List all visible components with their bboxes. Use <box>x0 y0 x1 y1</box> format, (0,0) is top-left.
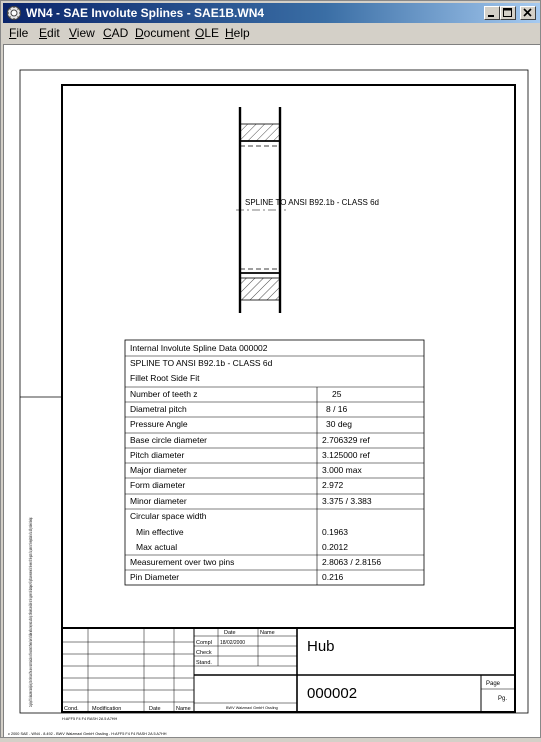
row-value: 3.125000 ref <box>322 450 370 460</box>
stand-label: Stand. <box>196 660 212 666</box>
compl-label: Compl <box>196 640 212 646</box>
menu-edit[interactable]: Edit <box>39 26 60 40</box>
upper-hatched-section <box>240 124 280 141</box>
row-label: Base circle diameter <box>130 435 208 445</box>
company-name: BWV Walzmaxl GmbH Ossling <box>226 706 278 710</box>
row-label: Diametral pitch <box>130 404 187 414</box>
row-label: Measurement over two pins <box>130 557 235 567</box>
rev-header-date: Date <box>149 706 161 712</box>
menu-cad[interactable]: CAD <box>103 26 129 40</box>
table-fit: Fillet Root Side Fit <box>130 373 200 383</box>
maximize-button[interactable] <box>500 6 516 20</box>
row-value: 3.000 max <box>322 465 362 475</box>
sheet-outer-frame <box>20 70 528 713</box>
title-block <box>62 628 515 712</box>
min-effective-label: Min effective <box>136 527 184 537</box>
close-icon <box>523 8 533 18</box>
rev-header-name: Name <box>176 706 191 712</box>
row-label: Major diameter <box>130 465 187 475</box>
min-effective-value: 0.1963 <box>322 527 348 537</box>
copyright-note: Copying of this document and giving it to others and the use or communication of the contents thereof are forbidden without express authority. Offenders are liable to the payment of damages. All rights are reserved in the event of the grant of a patent or the registration of a utility model or design. <box>28 108 33 707</box>
menu-view[interactable]: View <box>69 26 95 40</box>
drawing-sheet[interactable] <box>4 45 539 737</box>
row-value: 2.8063 / 2.8156 <box>322 557 382 567</box>
row-value: 2.972 <box>322 480 344 490</box>
circular-label: Circular space width <box>130 511 207 521</box>
spline-label: SPLINE TO ANSI B92.1b - CLASS 6d <box>245 198 379 207</box>
lower-hatched-section <box>240 278 280 300</box>
row-value: 0.216 <box>322 572 344 582</box>
document-area[interactable] <box>3 44 540 737</box>
max-actual-value: 0.2012 <box>322 542 348 552</box>
name-header: Name <box>260 630 275 636</box>
row-value: 3.375 / 3.383 <box>322 496 372 506</box>
row-label: Pressure Angle <box>130 419 188 429</box>
date-header: Date <box>224 630 236 636</box>
close-button[interactable] <box>520 6 536 20</box>
menu-help[interactable]: Help <box>225 26 250 40</box>
minimize-button[interactable] <box>484 6 500 20</box>
window-title: WN4 - SAE Involute Splines - SAE1B.WN4 <box>26 6 265 20</box>
row-label: Minor diameter <box>130 496 187 506</box>
wn4-app-icon <box>6 5 22 21</box>
menu-bar <box>3 24 540 43</box>
menu-file[interactable]: File <box>9 26 29 40</box>
row-label: Form diameter <box>130 480 186 490</box>
row-value: 30 deg <box>326 419 352 429</box>
bottom-note: c 2000 SAE - WN4 - 8.492 - BWV Walzmaxl GmbH Ossling - H:AFF5 F4 F4 RASH 2A 5 A7HH <box>8 732 167 736</box>
spline-section-drawing <box>236 107 379 313</box>
row-value: 2.706329 ref <box>322 435 370 445</box>
check-label: Check <box>196 650 212 656</box>
title-bar[interactable] <box>3 3 540 23</box>
page-label: Page <box>486 681 501 687</box>
row-label: Number of teeth z <box>130 389 198 399</box>
row-value: 8 / 16 <box>326 404 348 414</box>
spline-data-table <box>125 340 424 585</box>
maximize-icon <box>503 8 513 18</box>
part-number: 000002 <box>307 685 358 702</box>
row-value: 25 <box>332 389 342 399</box>
minimize-icon <box>487 8 497 18</box>
menu-ole[interactable]: OLE <box>195 26 220 40</box>
rev-header-cond: Cond. <box>64 706 79 712</box>
footer-note: H:AFF5 F4 F4 RASH 2A 5 A7HH <box>62 717 118 721</box>
row-label: Pitch diameter <box>130 450 185 460</box>
page-abbr: Pg. <box>498 696 508 702</box>
part-name: Hub <box>307 638 335 655</box>
max-actual-label: Max actual <box>136 542 178 552</box>
table-subtitle: SPLINE TO ANSI B92.1b - CLASS 6d <box>130 358 273 368</box>
compl-date: 18/02/2000 <box>220 640 246 646</box>
row-label: Pin Diameter <box>130 572 180 582</box>
rev-header-modification: Modification <box>92 706 122 712</box>
table-title: Internal Involute Spline Data 000002 <box>130 343 268 353</box>
menu-document[interactable]: Document <box>135 26 190 40</box>
